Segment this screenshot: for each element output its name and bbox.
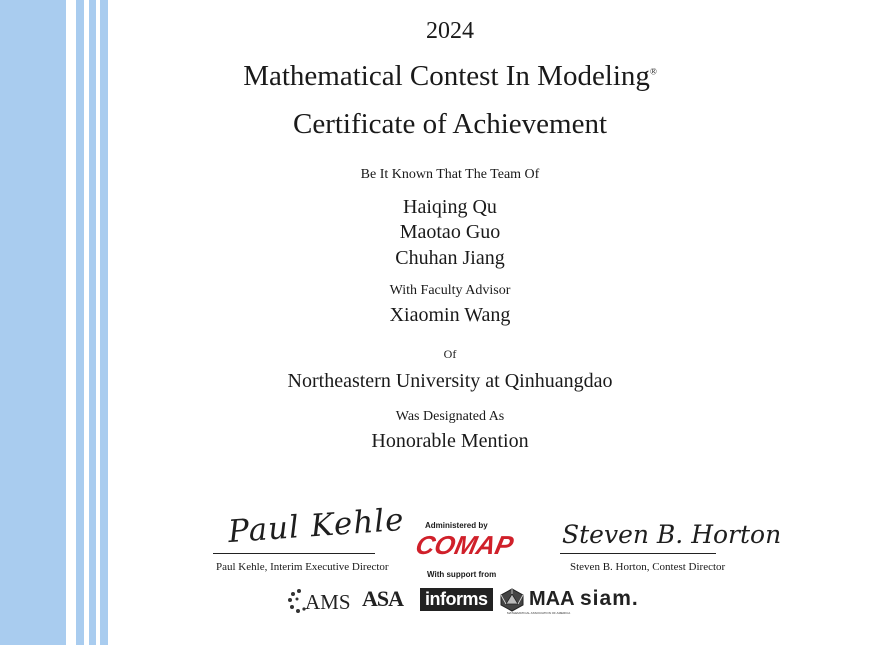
- administered-by-label: Administered by: [425, 521, 488, 530]
- of-label: Of: [443, 347, 457, 361]
- advisor-label: With Faculty Advisor: [389, 283, 511, 298]
- maa-icosahedron-icon: [499, 588, 525, 612]
- right-signature-line: [560, 553, 716, 554]
- maa-logo: [499, 587, 574, 615]
- maa-label: MAA: [529, 588, 575, 610]
- award-name: Honorable Mention: [371, 430, 529, 452]
- left-signature-caption: Paul Kehle, Interim Executive Director: [216, 561, 389, 573]
- designated-label: Was Designated As: [395, 409, 505, 424]
- right-signature-caption: Steven B. Horton, Contest Director: [570, 561, 726, 573]
- ams-label: AMS: [305, 590, 351, 614]
- left-signature: Paul Kehle: [226, 501, 406, 551]
- year: 2024: [426, 18, 474, 44]
- advisor-name: Xiaomin Wang: [389, 304, 511, 326]
- comap-logo: COMAP: [412, 530, 517, 560]
- left-signature-line: [213, 553, 375, 554]
- team-member-2: Maotao Guo: [399, 221, 501, 243]
- intro-text: Be It Known That The Team Of: [360, 167, 540, 182]
- siam-logo: siam.: [580, 587, 639, 610]
- support-label: With support from: [427, 570, 497, 579]
- ams-logo: [287, 587, 353, 615]
- registered-mark: ®: [649, 66, 657, 77]
- certificate-title: Certificate of Achievement: [292, 108, 608, 140]
- maa-tagline: MATHEMATICAL ASSOCIATION OF AMERICA: [507, 611, 571, 615]
- team-member-3: Chuhan Jiang: [395, 247, 505, 269]
- informs-logo: informs: [420, 588, 493, 611]
- contest-name: Mathematical Contest In Modeling: [243, 60, 650, 92]
- team-member-1: Haiqing Qu: [403, 196, 497, 218]
- institution-name: Northeastern University at Qinhuangdao: [287, 370, 613, 392]
- right-signature: Steven B. Horton: [562, 520, 782, 549]
- asa-logo: ASA: [362, 586, 404, 611]
- contest-title: [0, 60, 871, 93]
